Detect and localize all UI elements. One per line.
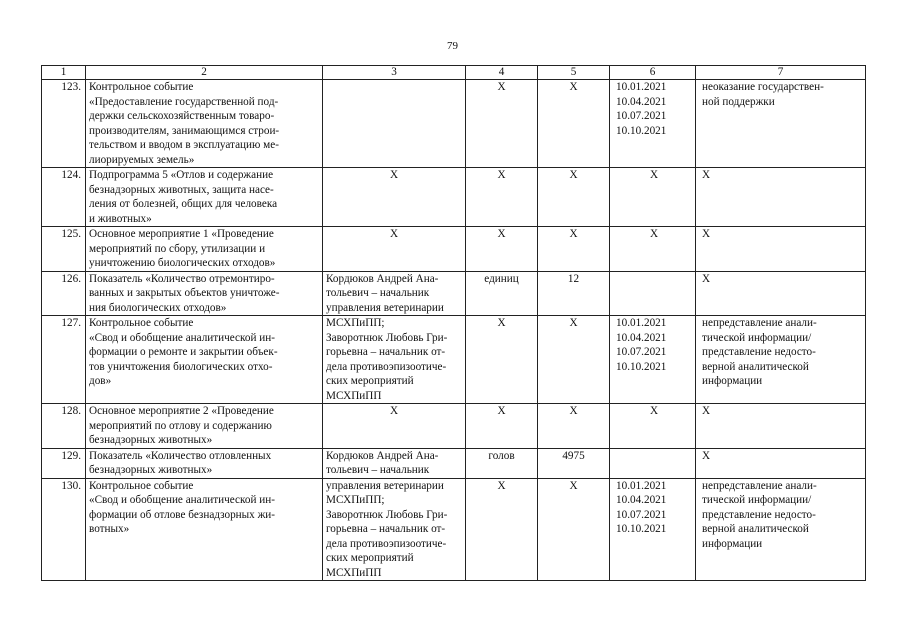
row-unit: X bbox=[466, 168, 538, 227]
row-name-line: «Предоставление государственной под- bbox=[89, 95, 279, 108]
row-risk-line: непредставление анали- bbox=[702, 479, 817, 492]
row-executor-line: Кордюков Андрей Ана- bbox=[326, 449, 439, 462]
row-risk-line: информации bbox=[702, 537, 763, 550]
row-dates-line: 10.04.2021 bbox=[616, 331, 667, 344]
row-dates-line: 10.07.2021 bbox=[616, 508, 667, 521]
column-header-7: 7 bbox=[696, 66, 866, 80]
table-row bbox=[42, 271, 866, 316]
row-executor-line: МСХПиПП bbox=[326, 389, 382, 402]
row-executor-line: МСХПиПП bbox=[326, 566, 382, 579]
row-executor-line: X bbox=[389, 169, 399, 181]
row-dates bbox=[610, 227, 696, 272]
row-risk bbox=[696, 448, 866, 478]
row-risk-line: непредставление анали- bbox=[702, 317, 817, 329]
row-name-line: Контрольное событие bbox=[89, 479, 194, 492]
row-dates-line: 10.01.2021 bbox=[616, 81, 667, 93]
row-risk bbox=[696, 168, 866, 227]
row-name-line: тов уничтожения биологических отхо- bbox=[89, 360, 273, 373]
row-name-line: дов» bbox=[89, 375, 112, 387]
row-risk-line: X bbox=[702, 449, 711, 462]
row-executor-line: дела противоэпизоотиче- bbox=[326, 360, 447, 373]
row-name-line: безнадзорных животных» bbox=[89, 464, 213, 476]
row-unit: X bbox=[466, 316, 538, 404]
row-value: X bbox=[538, 168, 610, 227]
row-name bbox=[86, 404, 323, 449]
row-executor-line: МСХПиПП; bbox=[326, 317, 385, 329]
row-name-line: Основное мероприятие 1 «Проведение bbox=[89, 228, 274, 240]
row-executor-line: управления ветеринарии bbox=[326, 479, 444, 492]
row-risk-line: информации bbox=[702, 375, 763, 387]
row-executor bbox=[323, 168, 466, 227]
row-dates-line: 10.10.2021 bbox=[616, 360, 667, 373]
row-risk bbox=[696, 227, 866, 272]
row-risk bbox=[696, 404, 866, 449]
row-risk-line: верной аналитической bbox=[702, 360, 809, 373]
row-name-line: ления от болезней, общих для человека bbox=[89, 198, 278, 210]
row-dates bbox=[610, 80, 696, 168]
row-executor bbox=[323, 316, 466, 404]
row-executor-line: горьевна – начальник от- bbox=[326, 346, 446, 358]
row-value: X bbox=[538, 478, 610, 581]
row-executor-line: ских мероприятий bbox=[326, 375, 414, 387]
row-name bbox=[86, 227, 323, 272]
row-executor bbox=[323, 80, 466, 168]
row-name-line: лиорируемых земель» bbox=[89, 153, 195, 166]
row-number: 123. bbox=[42, 80, 86, 168]
row-name-line: мероприятий по отлову и содержанию bbox=[89, 419, 272, 432]
row-name-line: безнадзорных животных» bbox=[89, 434, 213, 446]
row-name-line: безнадзорных животных, защита насе- bbox=[89, 183, 274, 196]
row-executor-line: Заворотнюк Любовь Гри- bbox=[326, 331, 448, 344]
row-unit: X bbox=[466, 478, 538, 581]
row-dates bbox=[610, 271, 696, 316]
row-executor-line: горьевна – начальник от- bbox=[326, 523, 446, 535]
row-name-line: Основное мероприятие 2 «Проведение bbox=[89, 405, 274, 417]
row-risk-line: верной аналитической bbox=[702, 523, 809, 535]
row-number: 127. bbox=[42, 316, 86, 404]
row-value: X bbox=[538, 227, 610, 272]
row-name-line: уничтожению биологических отходов» bbox=[89, 257, 276, 269]
row-name bbox=[86, 316, 323, 404]
row-number: 125. bbox=[42, 227, 86, 272]
row-dates-line: 10.04.2021 bbox=[616, 95, 667, 108]
row-executor-line: Кордюков Андрей Ана- bbox=[326, 272, 439, 285]
row-name bbox=[86, 448, 323, 478]
row-risk-line: X bbox=[702, 405, 711, 417]
row-name-line: тельством и вводом в эксплуатацию ме- bbox=[89, 139, 279, 151]
row-dates-line: 10.07.2021 bbox=[616, 110, 667, 122]
row-risk bbox=[696, 316, 866, 404]
column-header-6: 6 bbox=[610, 66, 696, 80]
row-name-line: и животных» bbox=[89, 212, 152, 225]
row-name bbox=[86, 168, 323, 227]
column-header-5: 5 bbox=[538, 66, 610, 80]
row-risk-line: представление недосто- bbox=[702, 346, 816, 358]
row-dates-line: 10.07.2021 bbox=[616, 346, 667, 358]
row-dates-line: 10.01.2021 bbox=[616, 317, 667, 329]
row-name bbox=[86, 80, 323, 168]
row-name-line: Показатель «Количество отловленных bbox=[89, 449, 272, 462]
row-executor-line: ских мероприятий bbox=[326, 552, 414, 564]
table-row bbox=[42, 316, 866, 404]
row-risk-line: неоказание государствен- bbox=[702, 81, 824, 93]
row-dates-line: 10.04.2021 bbox=[616, 494, 667, 506]
row-risk-line: X bbox=[702, 228, 711, 240]
row-name bbox=[86, 478, 323, 581]
row-unit: X bbox=[466, 227, 538, 272]
row-executor bbox=[323, 448, 466, 478]
row-unit: единиц bbox=[466, 271, 538, 316]
row-risk bbox=[696, 478, 866, 581]
row-executor-line: тольевич – начальник bbox=[326, 287, 430, 299]
table-row bbox=[42, 227, 866, 272]
row-value: X bbox=[538, 316, 610, 404]
row-executor-line: дела противоэпизоотиче- bbox=[326, 537, 447, 550]
row-risk-line: тической информации/ bbox=[702, 331, 812, 344]
row-executor bbox=[323, 227, 466, 272]
row-risk bbox=[696, 80, 866, 168]
row-unit: X bbox=[466, 80, 538, 168]
row-name-line: вотных» bbox=[89, 523, 130, 535]
row-name-line: формации об отлове безнадзорных жи- bbox=[89, 508, 276, 521]
row-name-line: Контрольное событие bbox=[89, 81, 194, 93]
plan-table bbox=[41, 65, 866, 581]
row-executor bbox=[323, 404, 466, 449]
row-risk-line: представление недосто- bbox=[702, 508, 816, 521]
row-risk-line: X bbox=[702, 272, 711, 285]
row-name-line: Подпрограмма 5 «Отлов и содержание bbox=[89, 169, 274, 181]
row-name-line: Контрольное событие bbox=[89, 317, 194, 329]
row-executor bbox=[323, 478, 466, 581]
row-executor-line: X bbox=[389, 228, 399, 240]
row-unit: голов bbox=[466, 448, 538, 478]
row-dates bbox=[610, 478, 696, 581]
row-name-line: ния биологических отходов» bbox=[89, 301, 227, 314]
row-name-line: Показатель «Количество отремонтиро- bbox=[89, 272, 275, 285]
column-header-3: 3 bbox=[323, 66, 466, 80]
row-number: 128. bbox=[42, 404, 86, 449]
row-unit: X bbox=[466, 404, 538, 449]
row-executor-line: тольевич – начальник bbox=[326, 464, 430, 476]
column-header-4: 4 bbox=[466, 66, 538, 80]
row-executor-line: управления ветеринарии bbox=[326, 301, 444, 314]
header-row bbox=[42, 66, 866, 80]
row-value: 4975 bbox=[538, 448, 610, 478]
table-row bbox=[42, 478, 866, 581]
row-name bbox=[86, 271, 323, 316]
row-name-line: мероприятий по сбору, утилизации и bbox=[89, 242, 266, 255]
row-dates-line: 10.10.2021 bbox=[616, 124, 667, 137]
row-number: 126. bbox=[42, 271, 86, 316]
row-dates bbox=[610, 448, 696, 478]
row-value: X bbox=[538, 80, 610, 168]
row-dates-line: X bbox=[649, 405, 659, 417]
row-name-line: «Свод и обобщение аналитической ин- bbox=[89, 331, 275, 344]
row-value: 12 bbox=[538, 271, 610, 316]
row-executor-line: МСХПиПП; bbox=[326, 494, 385, 506]
row-dates-line: X bbox=[649, 228, 659, 240]
row-dates-line: 10.10.2021 bbox=[616, 523, 667, 535]
row-executor-line: Заворотнюк Любовь Гри- bbox=[326, 508, 448, 521]
column-header-2: 2 bbox=[86, 66, 323, 80]
row-risk bbox=[696, 271, 866, 316]
row-dates-line: X bbox=[649, 169, 659, 181]
table-body bbox=[42, 80, 866, 581]
row-name-line: «Свод и обобщение аналитической ин- bbox=[89, 494, 275, 506]
row-dates bbox=[610, 404, 696, 449]
row-name-line: держки сельскохозяйственным товаро- bbox=[89, 110, 275, 122]
row-number: 130. bbox=[42, 478, 86, 581]
column-header-1: 1 bbox=[42, 66, 86, 80]
row-executor bbox=[323, 271, 466, 316]
row-value: X bbox=[538, 404, 610, 449]
page-number: 79 bbox=[447, 40, 458, 52]
row-risk-line: тической информации/ bbox=[702, 494, 812, 506]
row-dates bbox=[610, 316, 696, 404]
row-risk-line: ной поддержки bbox=[702, 95, 775, 108]
row-dates bbox=[610, 168, 696, 227]
row-number: 124. bbox=[42, 168, 86, 227]
row-number: 129. bbox=[42, 448, 86, 478]
row-dates-line: 10.01.2021 bbox=[616, 479, 667, 492]
row-risk-line: X bbox=[702, 169, 711, 181]
table-row bbox=[42, 404, 866, 449]
table-row bbox=[42, 80, 866, 168]
table-row bbox=[42, 168, 866, 227]
row-name-line: ванных и закрытых объектов уничтоже- bbox=[89, 287, 280, 299]
row-name-line: формации о ремонте и закрытии объек- bbox=[89, 346, 278, 358]
row-executor-line: X bbox=[389, 405, 399, 417]
table-row bbox=[42, 448, 866, 478]
row-name-line: производителям, занимающимся строи- bbox=[89, 124, 280, 137]
